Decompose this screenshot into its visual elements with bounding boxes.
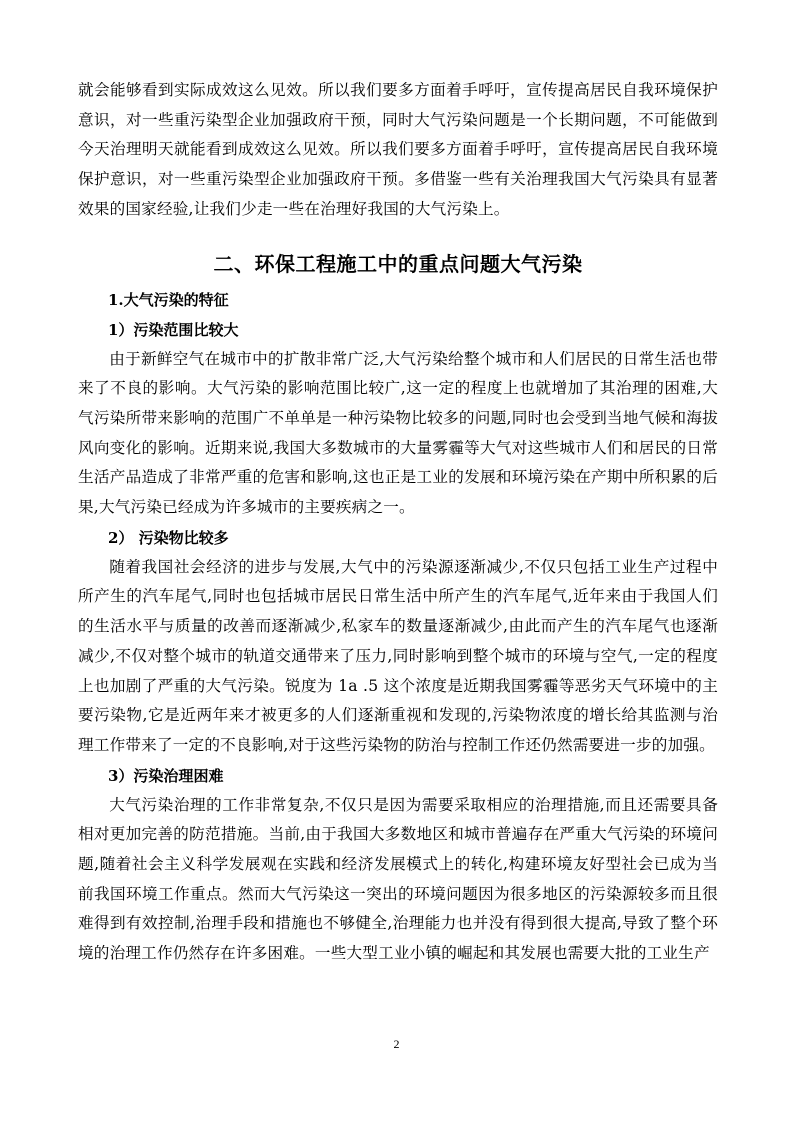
section-title: 二、环保工程施工中的重点问题大气污染 <box>213 251 583 276</box>
item-paragraph-1: 由于新鲜空气在城市中的扩散非常广泛,大气污染给整个城市和人们居民的日常生活也带来了不良的影响。大气污染的影响范围比较广,这一定的程度上也就增加了其治理的困难,大气污染所带来影响的范围广不单单是一种污染物比较多的问题,同时也会受到当地气候和海拔风向变化的影响。近期来说,我国大多数城市的大量雾霾等大气对这些城市人们和居民的日常生活产品造成了非常严重的危害和影响,这也正是工业的发展和环境污染在产期中所积累的后果,大气污染已经成为许多城市的主要疾病之一。 <box>78 349 718 517</box>
item-paragraph-3: 大气污染治理的工作非常复杂,不仅只是因为需要采取相应的治理措施,而且还需要具备相对更加完善的防范措施。当前,由于我国大多数地区和城市普遍存在严重大气污染的环境问题,随着社会主义科学发展观在实践和经济发展模式上的转化,构建环境友好型社会已成为当前我国环境工作重点。然而大气污染这一突出的环境问题因为很多地区的污染源较多而且很难得到有效控制,治理手段和措施也不够健全,治理能力也并没有得到很大提高,导致了整个环境的治理工作仍然存在许多困难。一些大型工业小镇的崛起和其发展也需要大批的工业生产 <box>78 795 718 963</box>
item-heading-2: 2） 污染物比较多 <box>108 528 229 547</box>
page-number: 2 <box>393 1037 400 1051</box>
intro-paragraph: 就会能够看到实际成效这么见效。所以我们要多方面着手呼吁，宣传提高居民自我环境保护意识，对一些重污染型企业加强政府干预，同时大气污染问题是一个长期问题，不可能做到今天治理明天就能看到成效这么见效。所以我们要多方面着手呼吁，宣传提高居民自我环境保护意识，对一些重污染型企业加强政府干预。多借鉴一些有关治理我国大气污染具有显著效果的国家经验,让我们少走一些在治理好我国的大气污染上。 <box>78 81 718 218</box>
item-heading-1: 1）污染范围比较大 <box>108 320 239 339</box>
item-heading-3: 3）污染治理困难 <box>108 766 224 785</box>
document-page <box>78 76 718 969</box>
subsection-title: 1.大气污染的特征 <box>108 290 229 309</box>
item-paragraph-2: 随着我国社会经济的进步与发展,大气中的污染源逐渐减少,不仅只包括工业生产过程中所产生的汽车尾气,同时也包括城市居民日常生活中所产生的汽车尾气,近年来由于我国人们的生活水平与质量的改善而逐渐减少,私家车的数量逐渐减少,由此而产生的汽车尾气也逐渐减少,不仅对整个城市的轨道交通带来了压力,同时影响到整个城市的环境与空气,一定的程度上也加剧了严重的大气污染。锐度为 1a .5 这个浓度是近期我国雾霾等恶劣天气环境中的主要污染物,它是近两年来才被更多的人们逐渐重视和发现的,污染物浓度的增长给其监测与治理工作带来了一定的不良影响,对于这些污染物的防治与控制工作还仍然需要进一步的加强。 <box>78 557 718 754</box>
